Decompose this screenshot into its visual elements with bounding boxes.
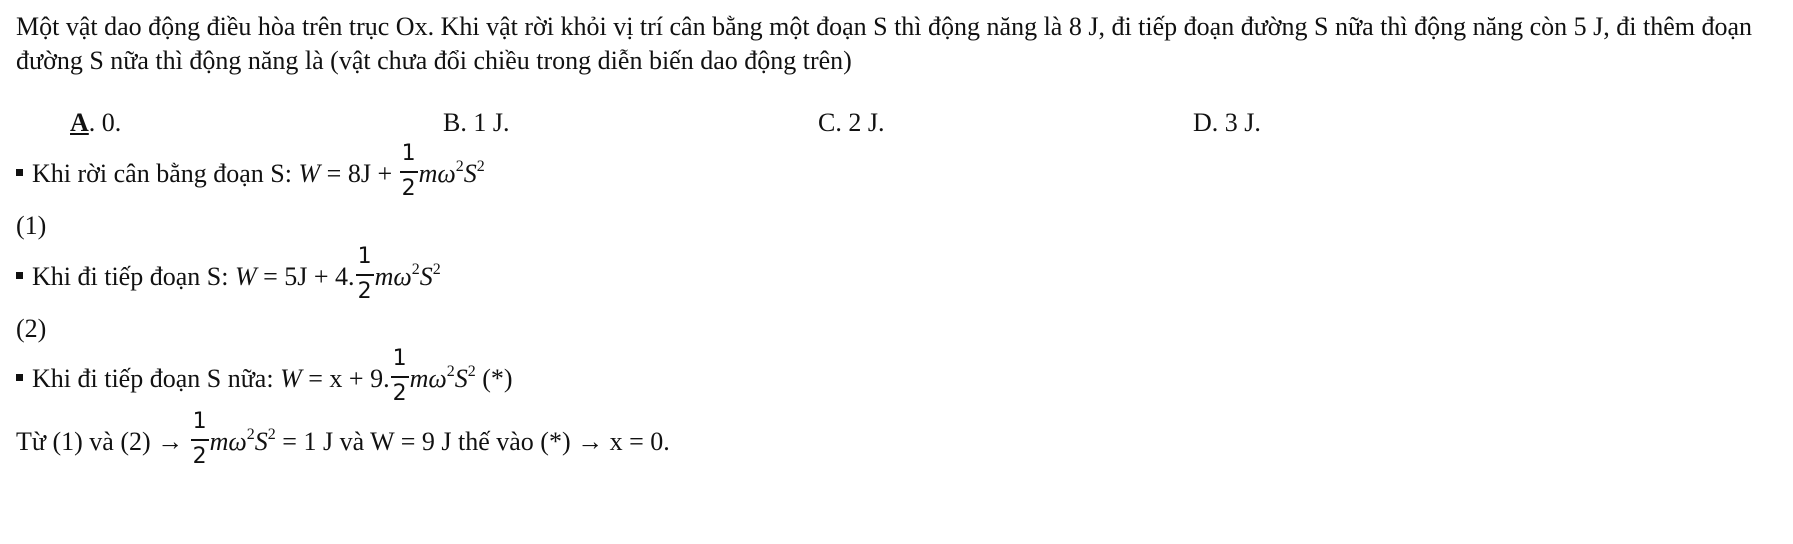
s-term: S bbox=[254, 427, 268, 456]
option-b bbox=[443, 106, 509, 140]
conclusion-post: = 1 J và W = 9 J thế vào (*) → x = 0. bbox=[275, 427, 670, 456]
option-a-text: . 0. bbox=[88, 108, 122, 137]
exponent: 2 bbox=[446, 363, 455, 380]
step-3-label: Khi đi tiếp đoạn S nữa: bbox=[32, 364, 281, 393]
exponent: 2 bbox=[432, 261, 441, 278]
step-2-lhs: W bbox=[234, 262, 257, 291]
fraction-one-half: $\frac{1}{2}$ bbox=[401, 141, 416, 201]
s-term: S bbox=[454, 364, 468, 393]
step-3-lhs: W bbox=[280, 364, 302, 393]
solution-step-2 bbox=[16, 244, 441, 304]
solution-step-1 bbox=[16, 141, 485, 201]
s-term: S bbox=[463, 159, 477, 188]
m-omega-term: mω bbox=[418, 159, 456, 188]
exponent: 2 bbox=[476, 158, 485, 175]
m-omega-term: mω bbox=[209, 427, 247, 456]
step-3-tail: (*) bbox=[475, 364, 513, 393]
fraction-one-half: $\frac{1}{2}$ bbox=[392, 346, 407, 406]
equation-ref-2: (2) bbox=[16, 314, 47, 343]
exponent: 2 bbox=[267, 426, 276, 443]
option-c-letter: C bbox=[818, 108, 836, 137]
step-2-mid: = 5J + 4. bbox=[256, 262, 355, 291]
option-c bbox=[818, 106, 884, 140]
exponent: 2 bbox=[246, 426, 255, 443]
fraction-one-half: $\frac{1}{2}$ bbox=[192, 409, 207, 469]
option-a bbox=[70, 106, 121, 140]
exponent: 2 bbox=[411, 261, 420, 278]
solution-conclusion bbox=[16, 409, 670, 469]
step-1-lhs: W bbox=[298, 159, 321, 188]
option-a-letter: A bbox=[70, 108, 89, 137]
question-text: Một vật dao động điều hòa trên trục Ox. Khi vật rời khỏi vị trí cân bằng một đoạn S thì động năng là 8 J, đi tiếp đoạn đường S nữa thì động năng còn 5 J, đi thêm đoạn đường S nữa thì động năng là (vật chưa đổi chiều trong diễn biến dao động trên) bbox=[16, 12, 1753, 75]
fraction-one-half: $\frac{1}{2}$ bbox=[357, 244, 372, 304]
option-b-text: . 1 J. bbox=[460, 108, 510, 137]
option-d-letter: D bbox=[1193, 108, 1212, 137]
step-1-label: Khi rời cân bằng đoạn S: bbox=[32, 159, 299, 188]
exponent: 2 bbox=[455, 158, 464, 175]
step-1-mid: = 8J + bbox=[320, 159, 399, 188]
conclusion-pre: Từ (1) và (2) → bbox=[16, 427, 190, 456]
step-2-label: Khi đi tiếp đoạn S: bbox=[32, 262, 235, 291]
solution-step-3 bbox=[16, 346, 513, 406]
exponent: 2 bbox=[467, 363, 476, 380]
bullet-icon bbox=[16, 374, 23, 381]
step-3-mid: = x + 9. bbox=[301, 364, 390, 393]
option-b-letter: B bbox=[443, 108, 461, 137]
s-term: S bbox=[419, 262, 433, 291]
bullet-icon bbox=[16, 272, 23, 279]
option-c-text: . 2 J. bbox=[835, 108, 885, 137]
equation-ref-1: (1) bbox=[16, 211, 47, 240]
m-omega-term: mω bbox=[409, 364, 447, 393]
option-d bbox=[1193, 106, 1261, 140]
m-omega-term: mω bbox=[374, 262, 412, 291]
option-d-text: . 3 J. bbox=[1211, 108, 1261, 137]
bullet-icon bbox=[16, 169, 23, 176]
